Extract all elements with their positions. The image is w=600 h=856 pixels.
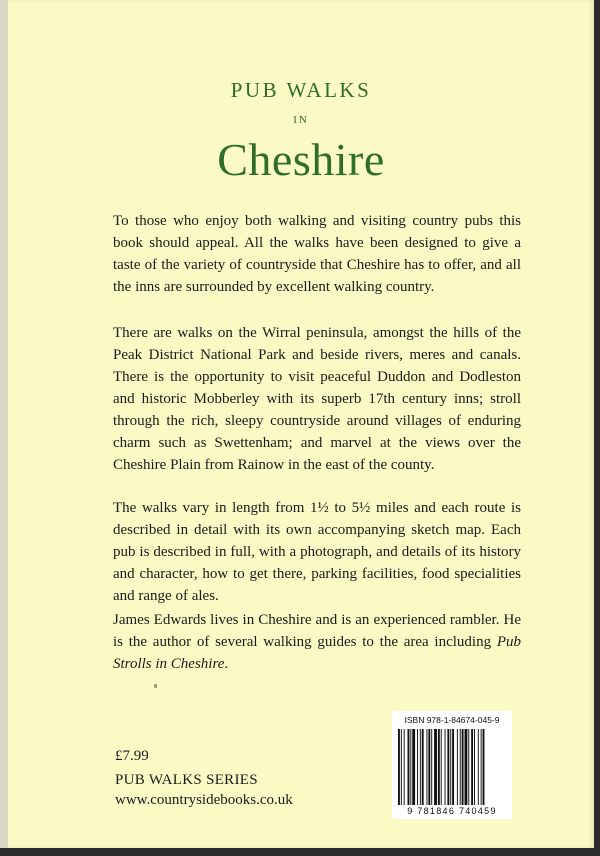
bottom-edge bbox=[0, 848, 600, 856]
author-text: James Edwards lives in Cheshire and is an experienced rambler. He is the author of several walking guides to the area including bbox=[113, 612, 521, 650]
barcode-number: 9 781846 740459 bbox=[407, 806, 497, 816]
barcode-icon bbox=[398, 729, 506, 805]
page-edge bbox=[0, 0, 8, 856]
barcode-box bbox=[392, 711, 512, 819]
book-reference: Pub Strolls in Cheshire bbox=[113, 634, 521, 672]
series-heading: PUB WALKS bbox=[230, 78, 372, 102]
price: £7.99 bbox=[115, 748, 149, 764]
in-word: IN bbox=[293, 114, 309, 126]
blurb-paragraph-3: The walks vary in length from 1½ to 5½ miles and each route is described in detail with its own accompanying sketch map. Each pub is described in full, with a photograph, and details of its history and character, how to get there, parking facilities, food specialities and range of ales. bbox=[113, 500, 521, 604]
author-paragraph bbox=[113, 609, 521, 675]
right-edge bbox=[594, 0, 600, 856]
blurb-paragraph-1: To those who enjoy both walking and visiting country pubs this book should appeal. All the walks have been designed to give a taste of the variety of countryside that Cheshire has to offer, and all the inns are surrounded by excellent walking country. bbox=[113, 213, 521, 295]
website: www.countrysidebooks.co.uk bbox=[115, 792, 293, 808]
author-text-end: . bbox=[224, 656, 229, 672]
blurb-paragraph-2: There are walks on the Wirral peninsula, amongst the hills of the Peak District National Park and beside rivers, meres and canals. There is the opportunity to visit peaceful Duddon and Dodleston and historic Mobberley with its superb 17th century inns; stroll through the rich, sleepy countryside around villages of enduring charm such as Swettenham; and marvel at the views over the Cheshire Plain from Rainow in the east of the county. bbox=[113, 325, 521, 473]
book-title: Cheshire bbox=[217, 134, 385, 185]
series-name: PUB WALKS SERIES bbox=[115, 772, 258, 788]
back-cover bbox=[8, 0, 594, 848]
speck bbox=[154, 684, 157, 688]
isbn-label: ISBN 978-1-84674-045-9 bbox=[404, 715, 500, 725]
